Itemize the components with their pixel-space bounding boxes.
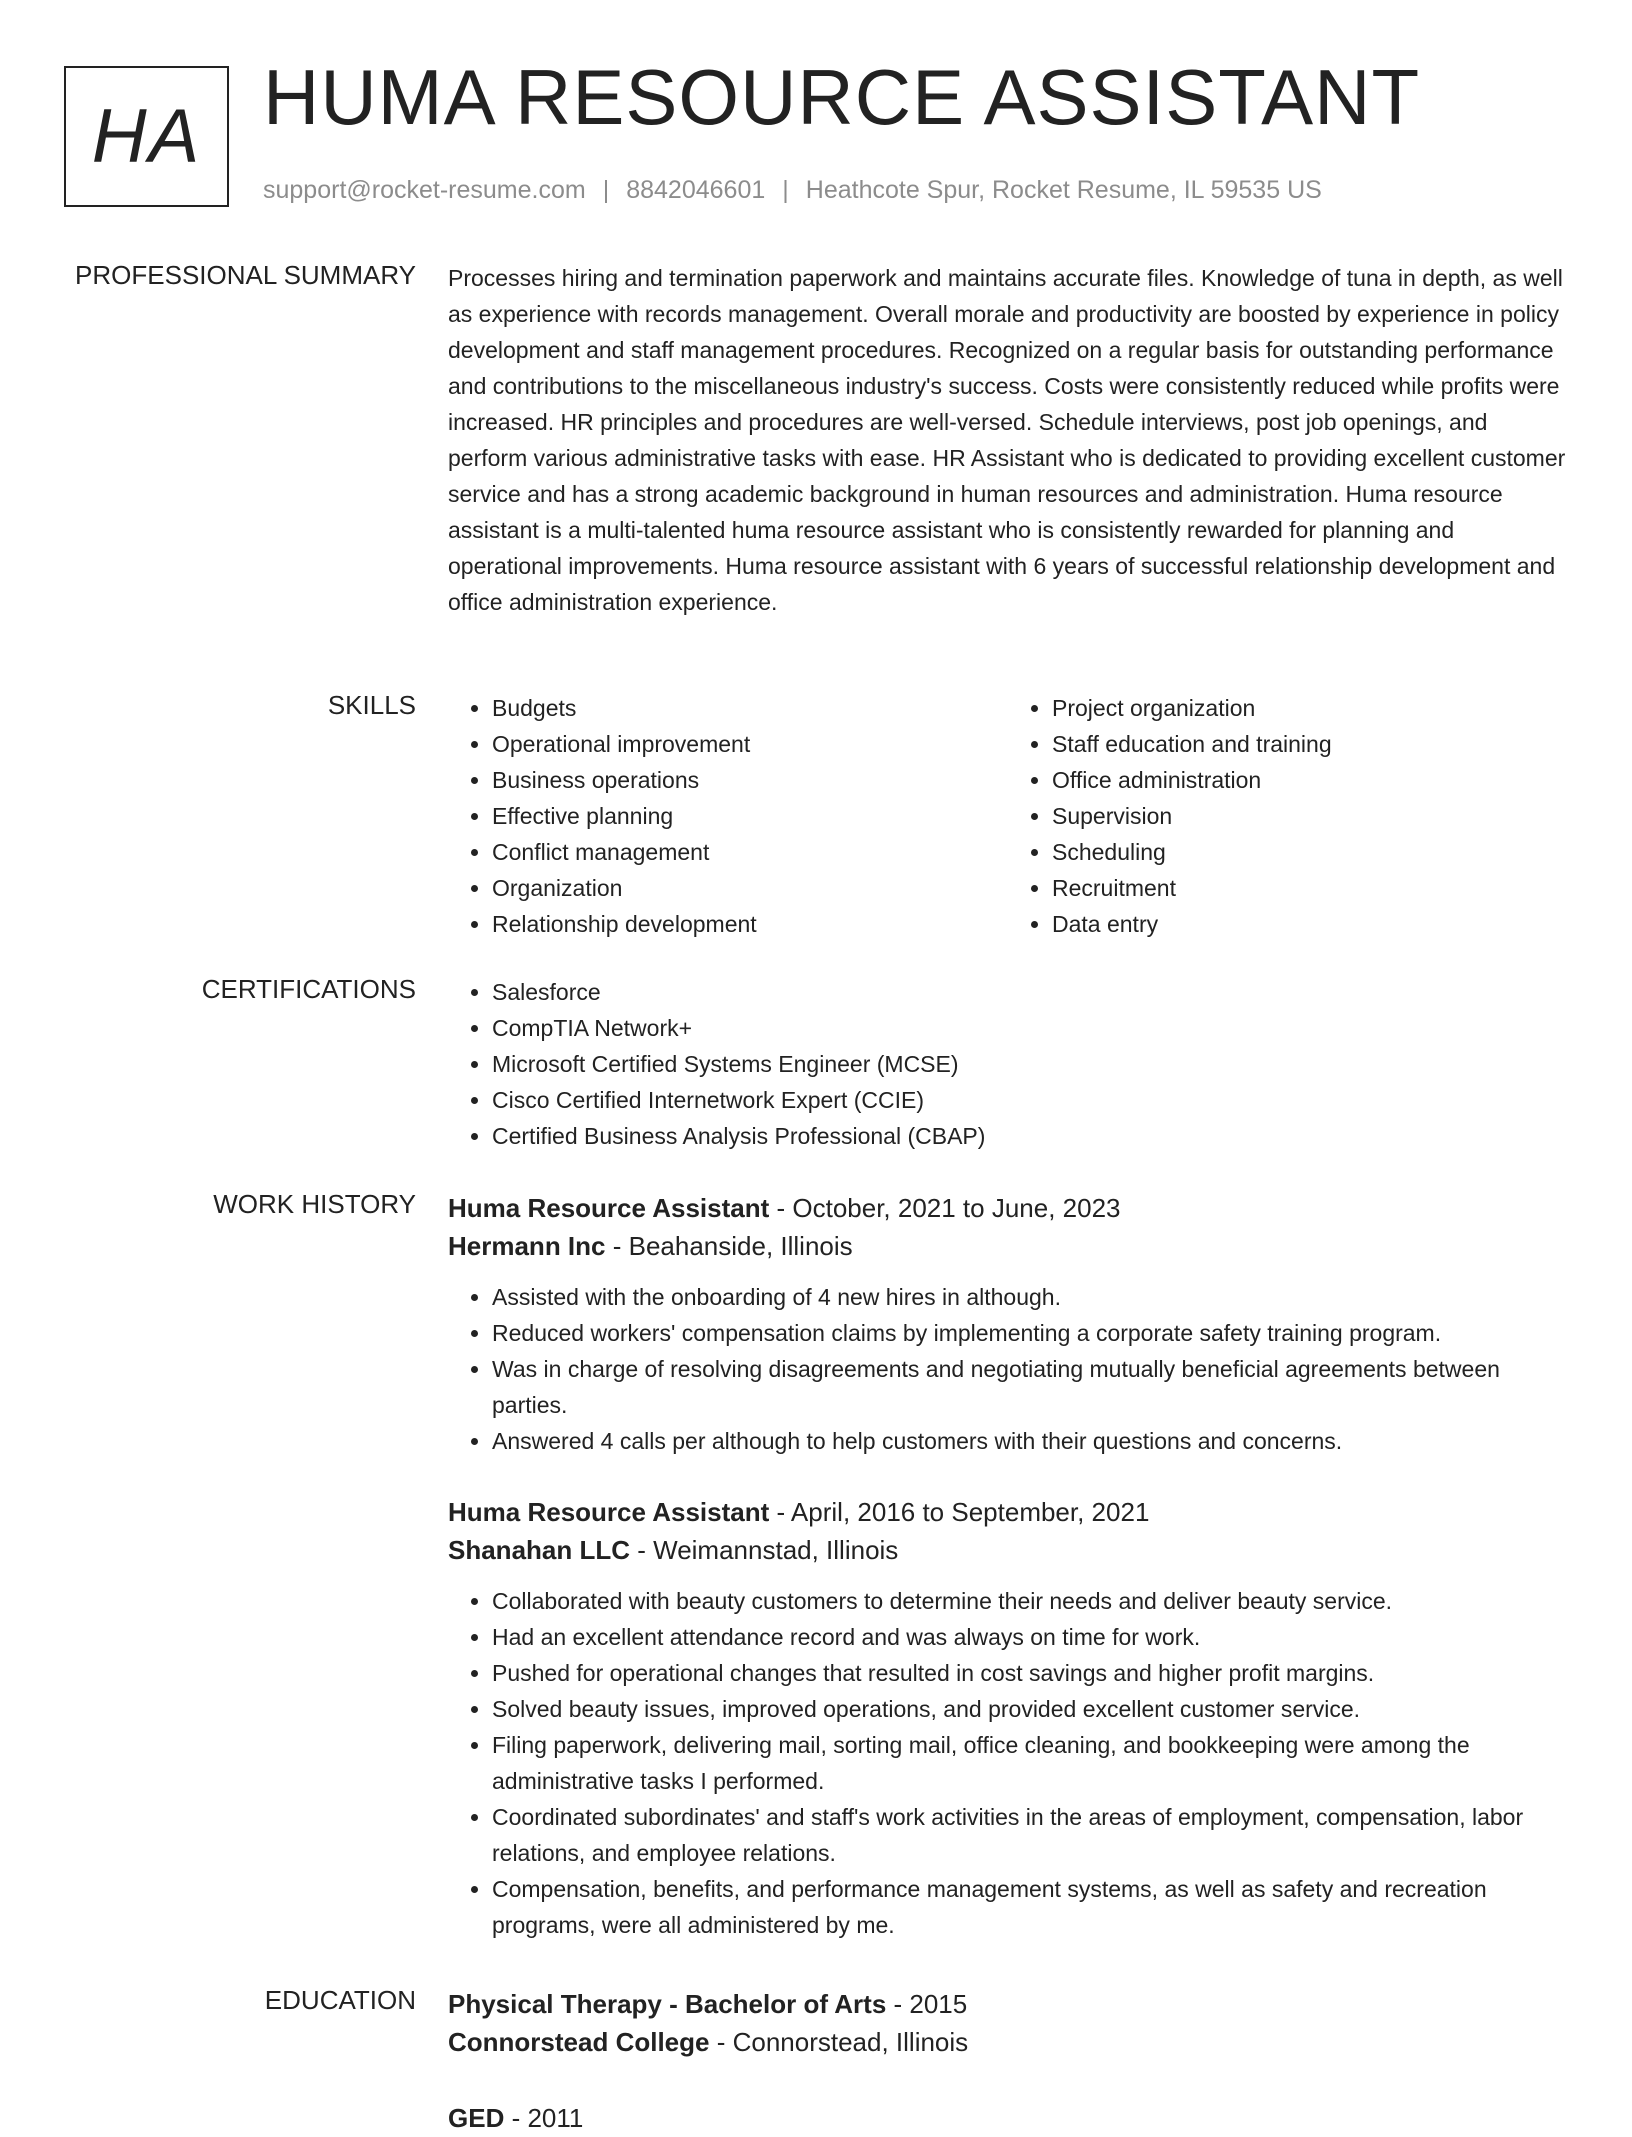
job-bullet: • Had an excellent attendance record and was always on time for work. xyxy=(492,1619,1568,1655)
job-company-line xyxy=(448,1227,1568,1265)
job-location: - Beahanside, Illinois xyxy=(605,1231,853,1261)
section-label-education: EDUCATION xyxy=(264,1985,416,2015)
certifications-content xyxy=(448,974,1568,1154)
education-year: - 2011 xyxy=(504,2103,584,2133)
monogram: HA xyxy=(64,66,229,207)
certifications-list xyxy=(448,974,1568,1154)
skill-item: • Scheduling xyxy=(1052,834,1568,870)
job-title: Huma Resource Assistant xyxy=(448,1497,770,1527)
contact-address: Heathcote Spur, Rocket Resume, IL 59535 US xyxy=(805,176,1322,204)
job-bullets xyxy=(448,1279,1568,1459)
skill-item: • Recruitment xyxy=(1052,870,1568,906)
skill-item: • Office administration xyxy=(1052,762,1568,798)
skills-list-left xyxy=(448,690,1008,942)
work-history-content xyxy=(448,1189,1568,1943)
education-school: Connorstead College xyxy=(448,2027,710,2057)
summary-content xyxy=(448,260,1568,620)
education-heading xyxy=(448,2099,1568,2137)
education-year: - 2015 xyxy=(886,1989,968,2019)
job-bullet: • Filing paperwork, delivering mail, sorting mail, office cleaning, and bookkeeping were among the administrative tasks I performed. xyxy=(492,1727,1568,1799)
job-bullet: • Answered 4 calls per although to help customers with their questions and concerns. xyxy=(492,1423,1568,1459)
contact-separator: | xyxy=(782,176,789,204)
job-bullet: • Compensation, benefits, and performance management systems, as well as safety and recreation programs, were all administered by me. xyxy=(492,1871,1568,1943)
education-heading xyxy=(448,1985,1568,2023)
certification-item: • Salesforce xyxy=(492,974,1568,1010)
section-label-skills: SKILLS xyxy=(327,690,416,720)
education-entry xyxy=(448,1985,1568,2061)
section-label-certifications: CERTIFICATIONS xyxy=(201,974,416,1004)
job-bullet: • Coordinated subordinates' and staff's work activities in the areas of employment, compensation, labor relations, and employee relations. xyxy=(492,1799,1568,1871)
skill-item: • Relationship development xyxy=(492,906,1008,942)
certification-item: • CompTIA Network+ xyxy=(492,1010,1568,1046)
job-company: Shanahan LLC xyxy=(448,1535,631,1565)
contact-separator: | xyxy=(602,176,610,204)
skill-item: • Project organization xyxy=(1052,690,1568,726)
skill-item: • Data entry xyxy=(1052,906,1568,942)
skill-item: • Operational improvement xyxy=(492,726,1008,762)
job-bullet: • Assisted with the onboarding of 4 new hires in although. xyxy=(492,1279,1568,1315)
job-dates: - April, 2016 to September, 2021 xyxy=(769,1497,1150,1527)
skill-item: • Conflict management xyxy=(492,834,1008,870)
job-company-line xyxy=(448,1531,1568,1569)
skill-item: • Staff education and training xyxy=(1052,726,1568,762)
job-heading xyxy=(448,1493,1568,1531)
section-label-work-history: WORK HISTORY xyxy=(213,1189,416,1219)
job-bullet: • Was in charge of resolving disagreements and negotiating mutually beneficial agreements between parties. xyxy=(492,1351,1568,1423)
job-bullet: • Pushed for operational changes that resulted in cost savings and higher profit margins. xyxy=(492,1655,1568,1691)
education-school-line xyxy=(448,2023,1568,2061)
summary-text: Processes hiring and termination paperwork and maintains accurate files. Knowledge of tuna in depth, as well as experience with records management. Overall morale and productivity are boosted by experience in policy development and staff management procedures. Recognized on a regular basis for outstanding performance and contributions to the miscellaneous industry's success. Costs were consistently reduced while profits were increased. HR principles and procedures are well-versed. Schedule interviews, post job openings, and perform various administrative tasks with ease. HR Assistant who is dedicated to providing excellent customer service and has a strong academic background in human resources and administration. Huma resource assistant is a multi-talented huma resource assistant who is consistently rewarded for planning and operational improvements. Huma resource assistant with 6 years of successful relationship development and office administration experience. xyxy=(448,265,1566,615)
contact-phone: 8842046601 xyxy=(626,176,766,204)
job-bullet: • Solved beauty issues, improved operations, and provided excellent customer service. xyxy=(492,1691,1568,1727)
education-degree: GED xyxy=(448,2103,505,2133)
section-label-summary: PROFESSIONAL SUMMARY xyxy=(75,260,416,290)
job-bullet: • Collaborated with beauty customers to determine their needs and deliver beauty service. xyxy=(492,1583,1568,1619)
education-content xyxy=(448,1985,1568,2137)
certification-item: • Cisco Certified Internetwork Expert (CCIE) xyxy=(492,1082,1568,1118)
skill-item: • Supervision xyxy=(1052,798,1568,834)
education-degree: Physical Therapy - Bachelor of Arts xyxy=(448,1989,887,2019)
skills-list-right xyxy=(1008,690,1568,942)
education-location: - Connorstead, Illinois xyxy=(709,2027,969,2057)
job-company: Hermann Inc xyxy=(448,1231,606,1261)
job-heading xyxy=(448,1189,1568,1227)
skill-item: • Organization xyxy=(492,870,1008,906)
job-entry xyxy=(448,1493,1568,1943)
skill-item: • Effective planning xyxy=(492,798,1008,834)
job-location: - Weimannstad, Illinois xyxy=(630,1535,899,1565)
skill-item: • Budgets xyxy=(492,690,1008,726)
certification-item: • Microsoft Certified Systems Engineer (MCSE) xyxy=(492,1046,1568,1082)
candidate-name: HUMA RESOURCE ASSISTANT xyxy=(263,53,1421,141)
job-bullet: • Reduced workers' compensation claims by implementing a corporate safety training program. xyxy=(492,1315,1568,1351)
job-entry xyxy=(448,1189,1568,1459)
education-entry xyxy=(448,2099,1568,2137)
contact-line xyxy=(263,176,1322,205)
job-dates: - October, 2021 to June, 2023 xyxy=(769,1193,1121,1223)
contact-email: support@rocket-resume.com xyxy=(263,176,586,204)
job-title: Huma Resource Assistant xyxy=(448,1193,770,1223)
skills-content xyxy=(448,690,1568,942)
job-bullets xyxy=(448,1583,1568,1943)
certification-item: • Certified Business Analysis Professional (CBAP) xyxy=(492,1118,1568,1154)
skill-item: • Business operations xyxy=(492,762,1008,798)
